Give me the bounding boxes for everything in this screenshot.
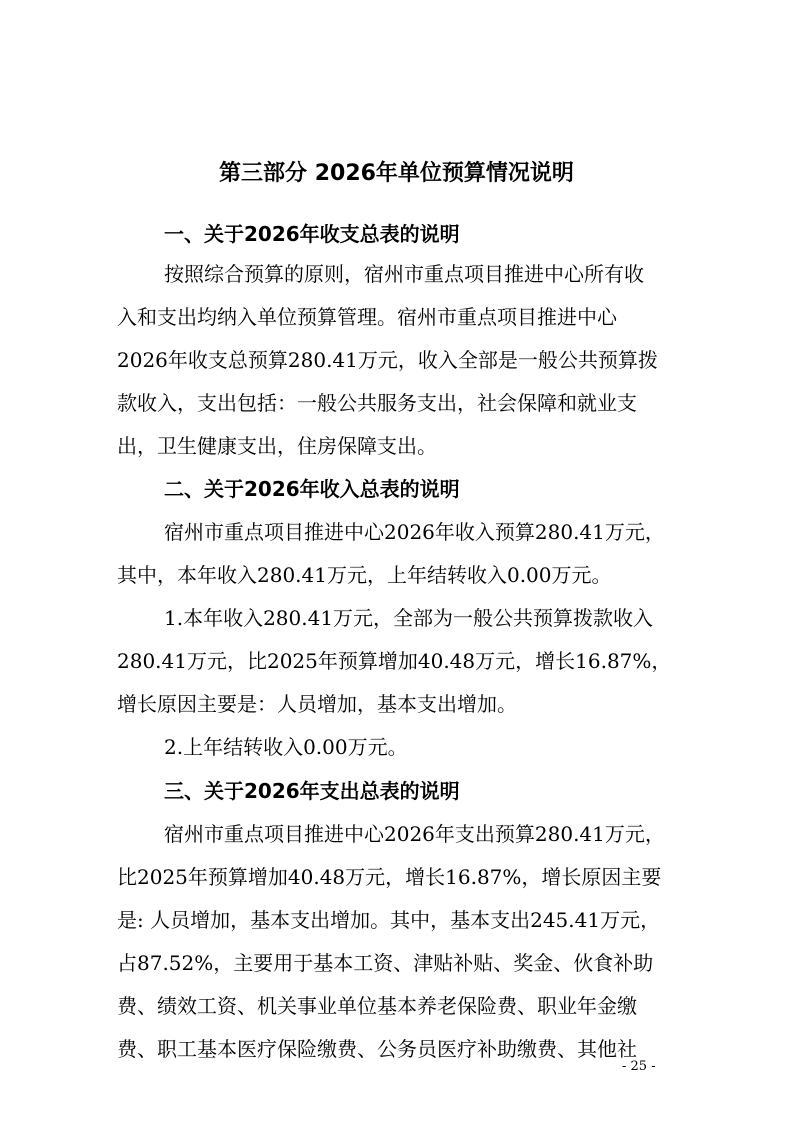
paragraph-line: 费、职工基本医疗保险缴费、公务员医疗补助缴费、其他社 [117, 1037, 637, 1061]
paragraph-line: 增长原因主要是：人员增加，基本支出增加。 [117, 692, 517, 716]
paragraph-line: 款收入，支出包括：一般公共服务支出，社会保障和就业支 [117, 391, 637, 415]
page-title: 第三部分 2026年单位预算情况说明 [219, 161, 574, 186]
paragraph-line: 按照综合预算的原则，宿州市重点项目推进中心所有收 [164, 262, 644, 286]
section-heading: 一、关于2026年收支总表的说明 [164, 222, 460, 246]
paragraph-line: 2026年收支总预算280.41万元，收入全部是一般公共预算拨 [117, 348, 658, 372]
page-number: - 25 - [622, 1059, 656, 1074]
paragraph-line: 宿州市重点项目推进中心2026年支出预算280.41万元， [164, 822, 665, 846]
paragraph-line: 宿州市重点项目推进中心2026年收入预算280.41万元， [164, 520, 665, 544]
paragraph-line: 是: 人员增加，基本支出增加。其中，基本支出245.41万元， [117, 908, 661, 932]
paragraph-line: 比2025年预算增加40.48万元，增长16.87%，增长原因主要 [117, 865, 662, 889]
paragraph-line: 2.上年结转收入0.00万元。 [164, 735, 408, 759]
paragraph-line: 费、绩效工资、机关事业单位基本养老保险费、职业年金缴 [117, 994, 637, 1018]
section-heading: 三、关于2026年支出总表的说明 [164, 779, 460, 803]
section-heading: 二、关于2026年收入总表的说明 [164, 477, 460, 501]
paragraph-line: 1.本年收入280.41万元，全部为一般公共预算拨款收入 [164, 606, 654, 630]
paragraph-line: 出，卫生健康支出，住房保障支出。 [117, 434, 437, 458]
paragraph-line: 入和支出均纳入单位预算管理。宿州市重点项目推进中心 [117, 305, 617, 329]
paragraph-line: 占87.52%，主要用于基本工资、津贴补贴、奖金、伙食补助 [117, 951, 654, 975]
paragraph-line: 280.41万元，比2025年预算增加40.48万元，增长16.87%， [117, 649, 672, 673]
paragraph-line: 其中，本年收入280.41万元，上年结转收入0.00万元。 [117, 563, 612, 587]
